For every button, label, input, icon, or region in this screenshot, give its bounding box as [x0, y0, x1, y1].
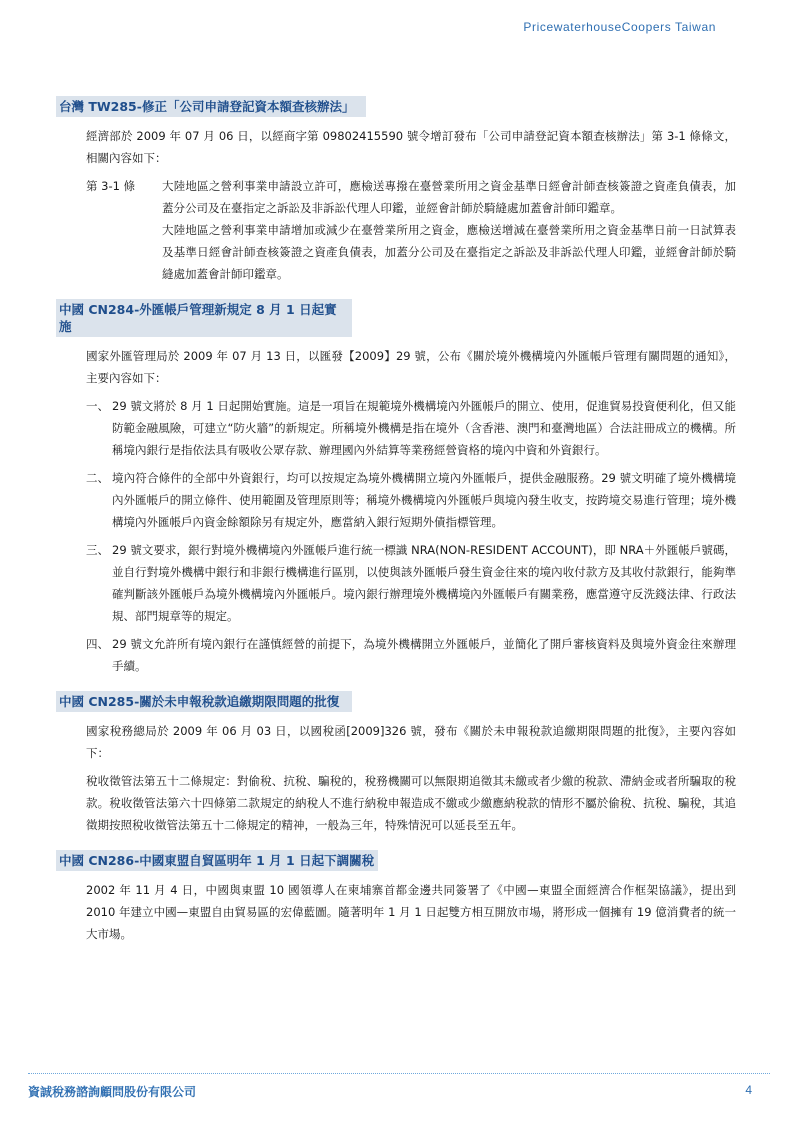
list-text: 29 號文要求，銀行對境外機構境內外匯帳戶進行統一標識 NRA(NON-RESIDENT ACCOUNT)，即 NRA＋外匯帳戶號碼，並自行對境外機構中銀行和非銀行機構進行區別，以使與該外匯帳戶發生資金往來的境內收付款方及其收付款銀行，能夠準確判斷該外匯帳戶為境外機構境內外匯帳戶。境內銀行辦理境外機構境內外匯帳戶有關業務，應當遵守反洗錢法律、行政法規、部門規章等的規定。: [112, 543, 736, 623]
section-body: 稅收徵管法第五十二條規定：對偷稅、抗稅、騙稅的，稅務機關可以無限期追徵其未繳或者少繳的稅款、滯納金或者所騙取的稅款。稅收徵管法第六十四條第二款規定的納稅人不進行納稅申報造成不繳或少繳應納稅款的情形不屬於偷稅、抗稅、騙稅，其追徵期按照稅收徵管法第五十二條規定的精神，一般為三年，特殊情況可以延長至五年。: [86, 774, 736, 832]
list-item: [86, 633, 736, 677]
section-title: 中國 CN286-中國東盟自貿區明年 1 月 1 日起下調關稅: [56, 850, 378, 871]
article-3-1: [86, 175, 736, 285]
list-marker: 一、: [86, 399, 109, 413]
article-number: 第 3-1 條: [86, 179, 136, 193]
list-item: [86, 395, 736, 461]
section-cn284: [56, 299, 736, 677]
section-title: 中國 CN284-外匯帳戶管理新規定 8 月 1 日起實施: [56, 299, 352, 337]
section-title: 台灣 TW285-修正「公司申請登記資本額查核辦法」: [56, 96, 366, 117]
section-cn286: [56, 850, 736, 945]
section-title: 中國 CN285-關於未申報稅款追繳期限問題的批復: [56, 691, 352, 712]
section-intro: 國家外匯管理局於 2009 年 07 月 13 日，以匯發【2009】29 號，公布《關於境外機構境內外匯帳戶管理有關問題的通知》，主要內容如下：: [86, 349, 736, 385]
list-text: 境內符合條件的全部中外資銀行，均可以按規定為境外機構開立境內外匯帳戶，提供金融服務。29 號文明確了境外機構境內外匯帳戶的開立條件、使用範圍及管理原則等；稱境外機構境內外匯帳戶與境內發生收支，按跨境交易進行管理；境外機構境內外匯帳戶內資金餘額除另有規定外，應當納入銀行短期外債指標管理。: [112, 471, 736, 529]
article-paragraph: 大陸地區之營利事業申請增加或減少在臺營業所用之資金，應檢送增減在臺營業所用之資金基準日前一日試算表及基準日經會計師查核簽證之資產負債表，加蓋分公司及在臺指定之訴訟及非訴訟代理人印鑑，並經會計師於騎縫處加蓋會計師印鑑章。: [162, 223, 736, 281]
section-intro: 2002 年 11 月 4 日，中國與東盟 10 國領導人在柬埔寨首都金邊共同簽署了《中國—東盟全面經濟合作框架協議》，提出到 2010 年建立中國—東盟自由貿易區的宏偉藍圖。隨著明年 1 月 1 日起雙方相互開放市場，將形成一個擁有 19 億消費者的統一大市場。: [86, 883, 736, 941]
footer-company: 資誠稅務諮詢顧問股份有限公司: [28, 1085, 197, 1099]
article-paragraph: 大陸地區之營利事業申請設立許可，應檢送專撥在臺營業所用之資金基準日經會計師查核簽證之資產負債表，加蓋分公司及在臺指定之訴訟及非訴訟代理人印鑑，並經會計師於騎縫處加蓋會計師印鑑章。: [162, 179, 736, 215]
section-intro: 經濟部於 2009 年 07 月 06 日，以經商字第 09802415590 號令增訂發布「公司申請登記資本額查核辦法」第 3-1 條條文，相關內容如下：: [86, 129, 736, 165]
list-marker: 三、: [86, 543, 109, 557]
section-cn285: [56, 691, 736, 836]
document-body: [56, 96, 736, 957]
section-intro: 國家稅務總局於 2009 年 06 月 03 日，以國稅函[2009]326 號，發布《關於未申報稅款追繳期限問題的批復》，主要內容如下：: [86, 724, 736, 760]
article-body: [162, 175, 736, 285]
list-marker: 四、: [86, 637, 109, 651]
footer-divider: [28, 1073, 770, 1074]
page-number: 4: [745, 1083, 752, 1097]
list-item: [86, 467, 736, 533]
list-item: [86, 539, 736, 627]
list-text: 29 號文允許所有境內銀行在謹慎經營的前提下，為境外機構開立外匯帳戶，並簡化了開戶審核資料及與境外資金往來辦理手續。: [112, 637, 736, 673]
list-text: 29 號文將於 8 月 1 日起開始實施。這是一項旨在規範境外機構境內外匯帳戶的開立、使用，促進貿易投資便利化，但又能防範金融風險，可建立“防火牆”的新規定。所稱境外機構是指在境外（含香港、澳門和臺灣地區）合法註冊成立的機構。所稱境內銀行是指依法具有吸收公眾存款、辦理國內外結算等業務經營資格的境內中資和外資銀行。: [112, 399, 736, 457]
header-brand: PricewaterhouseCoopers Taiwan: [523, 20, 716, 34]
section-tw285: [56, 96, 736, 285]
list-marker: 二、: [86, 471, 109, 485]
